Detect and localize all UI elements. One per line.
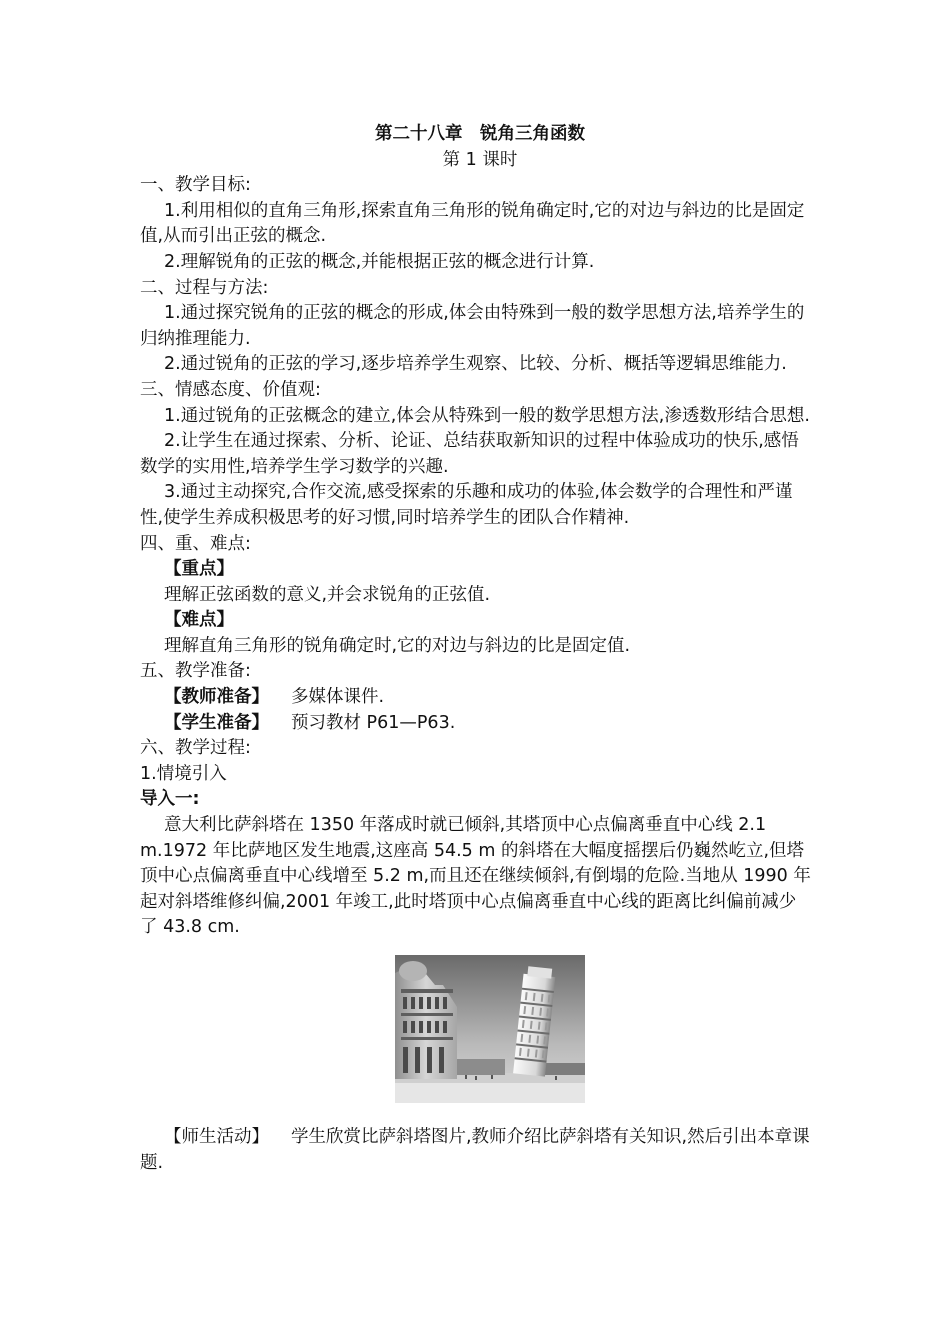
teacher-preparation: [140, 685, 812, 711]
key-point-tag: 【重点】: [164, 559, 234, 580]
difficult-point-label: [140, 608, 812, 634]
section-heading-attitude: 三、情感态度、价值观:: [140, 379, 321, 400]
pisa-tower-photo: [168, 955, 812, 1103]
process-item-1: 1.通过探究锐角的正弦的概念的形成,体会由特殊到一般的数学思想方法,培养学生的归纳推理能力.: [140, 303, 805, 349]
lesson-subtitle: 第 1 课时: [442, 149, 518, 170]
difficult-point-text: 理解直角三角形的锐角确定时,它的对边与斜边的比是固定值.: [164, 635, 631, 656]
process-item-2: 2.通过锐角的正弦的学习,逐步培养学生观察、比较、分析、概括等逻辑思维能力.: [164, 354, 787, 375]
attitude-item-2: 2.让学生在通过探索、分析、论证、总结获取新知识的过程中体验成功的快乐,感悟数学的实用性,培养学生学习数学的兴趣.: [140, 431, 799, 477]
section-heading-key-points: 四、重、难点:: [140, 533, 251, 554]
pisa-tower-image: [395, 955, 585, 1103]
difficult-point-tag: 【难点】: [164, 610, 234, 631]
section-heading-process: 二、过程与方法:: [140, 277, 269, 298]
student-preparation: [140, 711, 812, 737]
goal-item-1: 1.利用相似的直角三角形,探索直角三角形的锐角确定时,它的对边与斜边的比是固定值,从而引出正弦的概念.: [140, 200, 805, 247]
key-point-label: [140, 557, 812, 583]
teacher-preparation-text: 多媒体课件.: [291, 687, 385, 708]
activity-tag: 【师生活动】: [164, 1127, 269, 1147]
goal-item-2: 2.理解锐角的正弦的概念,并能根据正弦的概念进行计算.: [164, 251, 595, 272]
student-preparation-text: 预习教材 P61—P63.: [291, 712, 456, 733]
activity-paragraph: [140, 1125, 812, 1176]
student-preparation-tag: 【学生准备】: [164, 712, 269, 733]
activity-text: 学生欣赏比萨斜塔图片,教师介绍比萨斜塔有关知识,然后引出本章课题.: [140, 1127, 810, 1173]
section-heading-procedure: 六、教学过程:: [140, 738, 251, 759]
key-point-text: 理解正弦函数的意义,并会求锐角的正弦值.: [164, 584, 491, 605]
section-heading-preparation: 五、教学准备:: [140, 661, 251, 682]
chapter-title: 第二十八章 锐角三角函数: [375, 124, 585, 144]
step-heading: 1.情境引入: [140, 763, 227, 784]
attitude-item-1: 1.通过锐角的正弦概念的建立,体会从特殊到一般的数学思想方法,渗透数形结合思想.: [164, 405, 810, 426]
lesson-plan: [140, 122, 812, 1176]
attitude-item-3: 3.通过主动探究,合作交流,感受探索的乐趣和成功的体验,体会数学的合理性和严谨性,使学生养成积极思考的好习惯,同时培养学生的团队合作精神.: [140, 482, 793, 528]
teacher-preparation-tag: 【教师准备】: [164, 687, 269, 708]
intro-paragraph: 意大利比萨斜塔在 1350 年落成时就已倾斜,其塔顶中心点偏离垂直中心线 2.1 m.1972 年比萨地区发生地震,这座高 54.5 m 的斜塔在大幅度摇摆后仍巍然屹立,但塔顶中心点偏离垂直中心线增至 5.2 m,而且还在继续倾斜,有倒塌的危险.当地从 1990 年起对斜塔维修纠偏,2001 年竣工,此时塔顶中心点偏离垂直中心线的距离比纠偏前减少了 43.8 cm.: [140, 815, 811, 938]
intro-label: 导入一:: [140, 789, 200, 810]
section-heading-goals: 一、教学目标:: [140, 175, 251, 196]
